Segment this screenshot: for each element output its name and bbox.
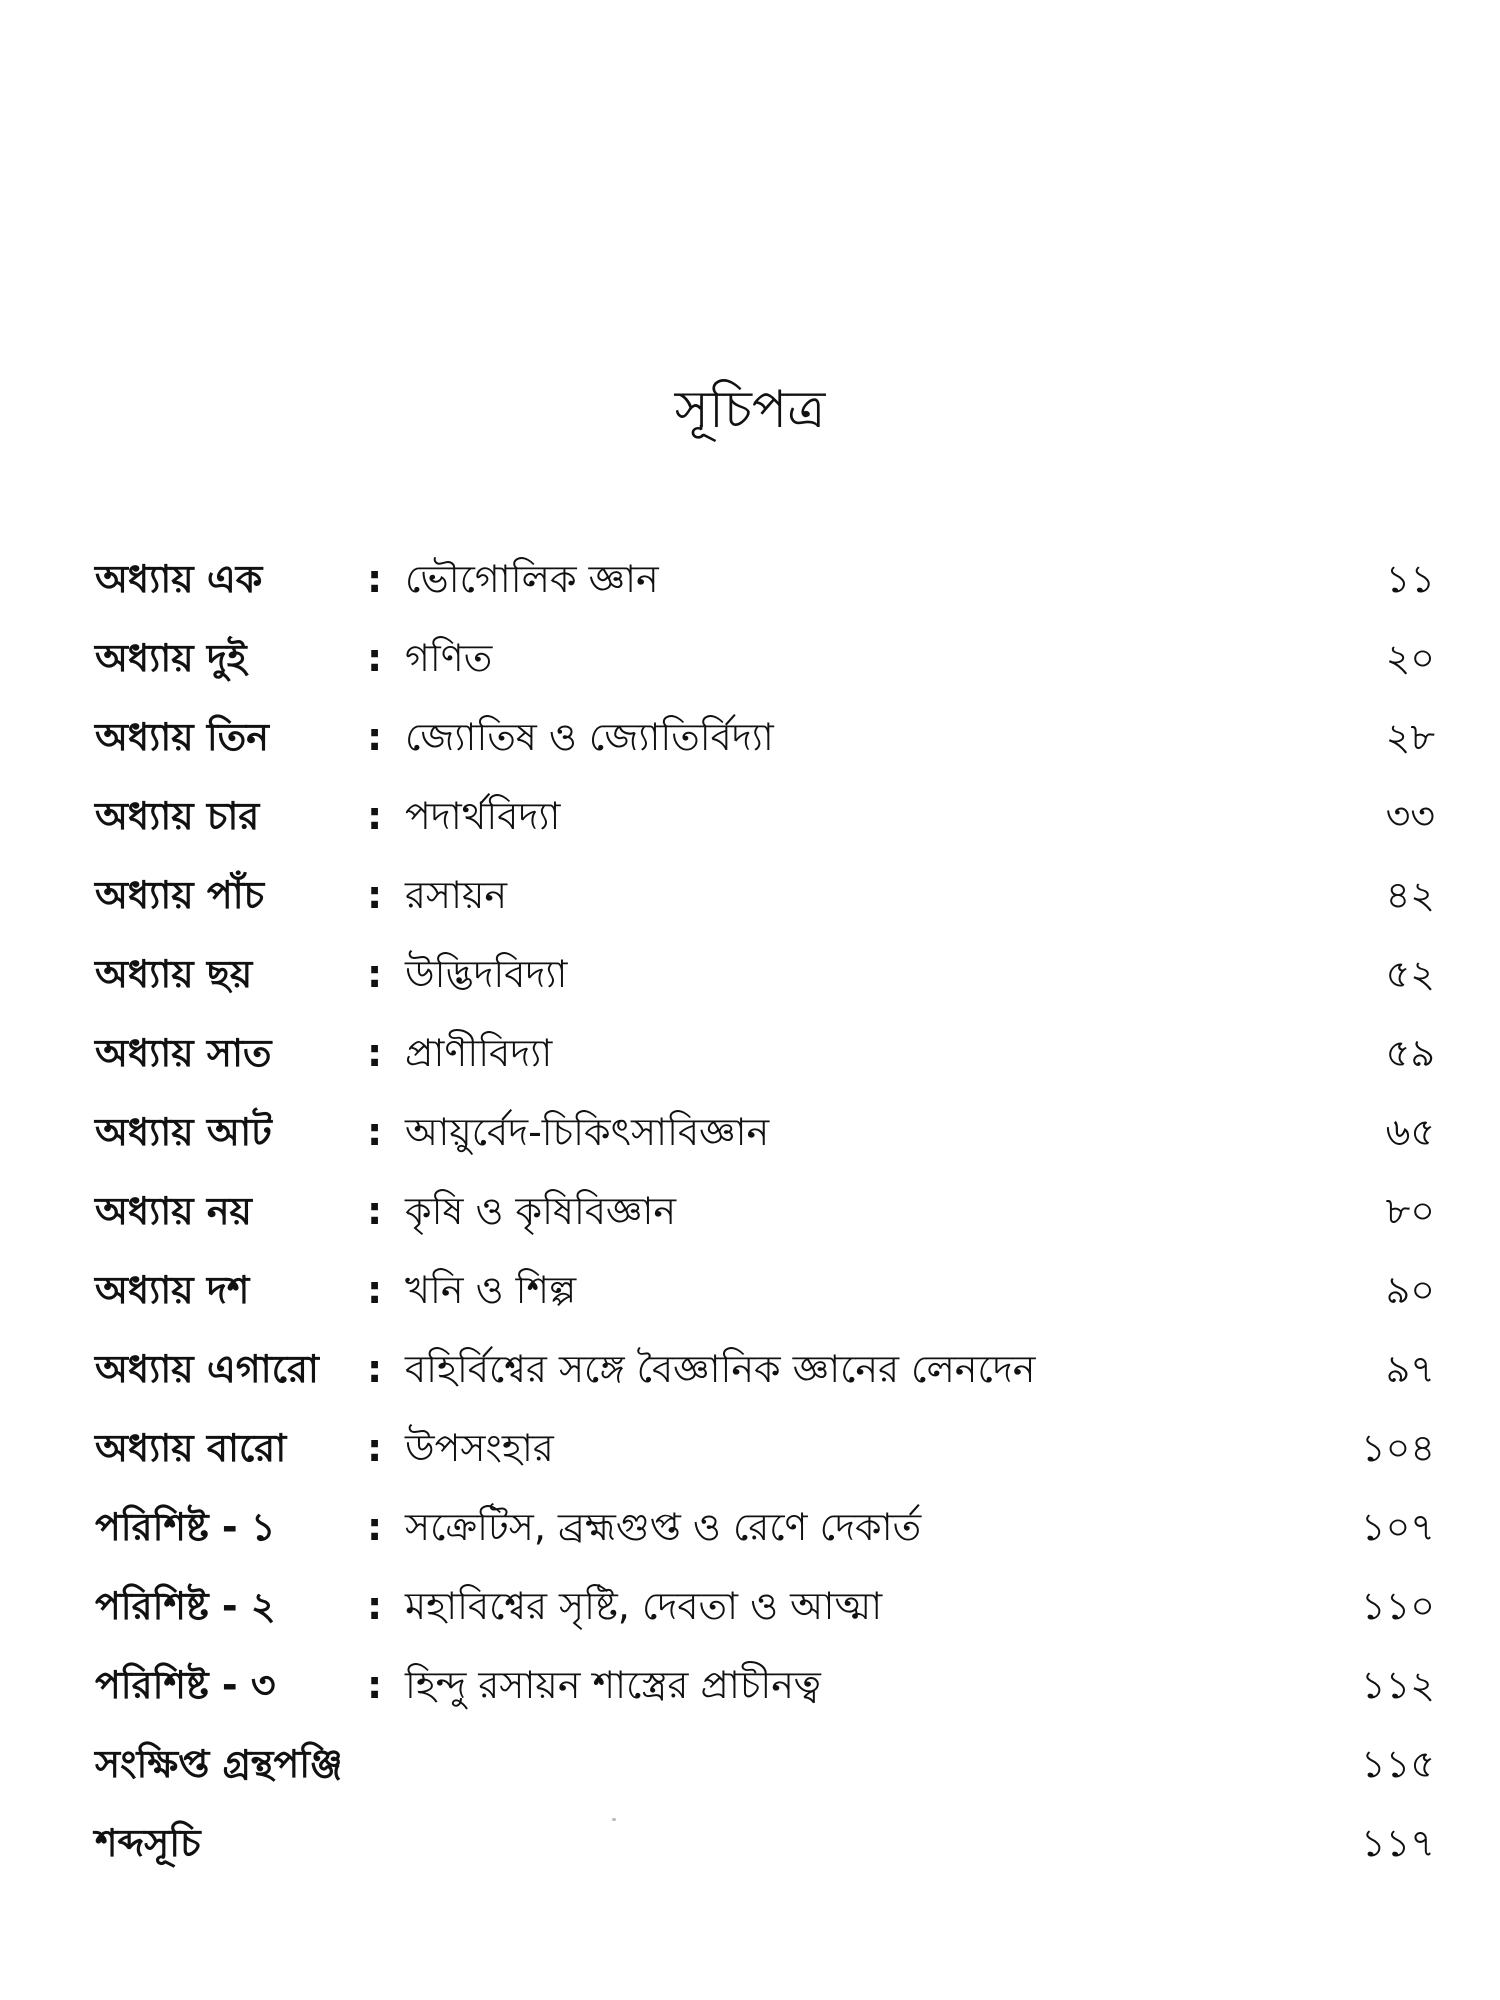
- toc-label: অধ্যায় ছয়: [95, 952, 253, 996]
- toc-colon: :: [367, 1584, 383, 1628]
- toc-page-number: ১১: [1385, 557, 1435, 601]
- toc-colon: :: [367, 1505, 383, 1549]
- toc-label: অধ্যায় আট: [95, 1110, 272, 1154]
- toc-label: অধ্যায় দশ: [95, 1268, 250, 1312]
- toc-page-number: ১০৪: [1360, 1426, 1435, 1470]
- toc-label: অধ্যায় বারো: [95, 1426, 287, 1470]
- page-title: সূচিপত্র: [674, 380, 826, 440]
- toc-row: [95, 1251, 1435, 1330]
- toc-page-number: ১০৭: [1360, 1505, 1435, 1549]
- toc-page-number: ৮০: [1385, 1189, 1435, 1233]
- toc-colon: :: [367, 715, 383, 759]
- toc-row: [95, 856, 1435, 935]
- toc-page-number: ১১২: [1360, 1663, 1435, 1707]
- toc-colon: :: [367, 1110, 383, 1154]
- toc-label: পরিশিষ্ট - ৩: [95, 1663, 276, 1707]
- toc-label: অধ্যায় এক: [95, 557, 263, 601]
- toc-title: জ্যোতিষ ও জ্যোতির্বিদ্যা: [405, 715, 774, 759]
- toc-title: হিন্দু রসায়ন শাস্ত্রের প্রাচীনত্ব: [405, 1663, 821, 1707]
- toc-title: সক্রেটিস, ব্রহ্মগুপ্ত ও রেণে দেকার্ত: [405, 1505, 922, 1549]
- toc-page-number: ২০: [1385, 636, 1435, 680]
- toc-row: [95, 935, 1435, 1014]
- toc-title: কৃষি ও কৃষিবিজ্ঞান: [405, 1189, 677, 1233]
- toc-colon: :: [367, 636, 383, 680]
- toc-colon: :: [367, 1347, 383, 1391]
- toc-title: আয়ুর্বেদ-চিকিৎসাবিজ্ঞান: [405, 1110, 770, 1154]
- toc-colon: :: [367, 1031, 383, 1075]
- toc-colon: :: [367, 1663, 383, 1707]
- toc-title: পদার্থবিদ্যা: [405, 794, 561, 838]
- toc-label: অধ্যায় দুই: [95, 636, 247, 680]
- toc-page-number: ১১৫: [1361, 1742, 1435, 1786]
- toc-colon: :: [367, 1426, 383, 1470]
- toc-label: পরিশিষ্ট - ১: [95, 1505, 276, 1549]
- toc-colon: :: [367, 557, 383, 601]
- toc-title: বহির্বিশ্বের সঙ্গে বৈজ্ঞানিক জ্ঞানের লেনদেন: [405, 1347, 1036, 1391]
- toc-page-number: ৪২: [1385, 873, 1435, 917]
- toc-page-number: ১১৭: [1360, 1821, 1435, 1865]
- toc-page-number: ৫২: [1385, 952, 1435, 996]
- toc-page-number: ২৮: [1385, 715, 1435, 759]
- table-of-contents: [95, 540, 1435, 1883]
- toc-row: [95, 1567, 1435, 1646]
- toc-label: পরিশিষ্ট - ২: [95, 1584, 276, 1628]
- toc-colon: :: [367, 952, 383, 996]
- toc-title: উপসংহার: [405, 1426, 554, 1470]
- toc-row: [95, 1804, 1435, 1883]
- toc-row: [95, 1014, 1435, 1093]
- toc-title: রসায়ন: [405, 873, 508, 917]
- toc-colon: :: [367, 873, 383, 917]
- toc-label: অধ্যায় নয়: [95, 1189, 252, 1233]
- toc-label: অধ্যায় এগারো: [95, 1347, 319, 1391]
- toc-label: অধ্যায় সাত: [95, 1031, 272, 1075]
- toc-row: [95, 1725, 1435, 1804]
- toc-row: [95, 540, 1435, 619]
- toc-title: প্রাণীবিদ্যা: [405, 1031, 553, 1075]
- toc-label: অধ্যায় তিন: [95, 715, 269, 759]
- toc-row: [95, 777, 1435, 856]
- toc-row: [95, 619, 1435, 698]
- toc-label: অধ্যায় পাঁচ: [95, 873, 265, 917]
- toc-row: [95, 1409, 1435, 1488]
- toc-title: খনি ও শিল্প: [405, 1268, 577, 1312]
- toc-title: উদ্ভিদবিদ্যা: [405, 952, 568, 996]
- toc-row: [95, 1330, 1435, 1409]
- toc-colon: :: [367, 1268, 383, 1312]
- toc-label: অধ্যায় চার: [95, 794, 260, 838]
- toc-page-number: ৬৫: [1385, 1110, 1435, 1154]
- toc-colon: :: [367, 1189, 383, 1233]
- toc-title: মহাবিশ্বের সৃষ্টি, দেবতা ও আত্মা: [405, 1584, 883, 1628]
- toc-page-number: ১১০: [1360, 1584, 1435, 1628]
- toc-label: সংক্ষিপ্ত গ্রন্থপঞ্জি: [95, 1742, 343, 1786]
- toc-row: [95, 1172, 1435, 1251]
- toc-colon: :: [367, 794, 383, 838]
- toc-label: শব্দসূচি: [95, 1821, 201, 1865]
- toc-row: [95, 1093, 1435, 1172]
- toc-page-number: ৩৩: [1385, 794, 1435, 838]
- toc-page-number: ৯৭: [1385, 1347, 1435, 1391]
- toc-row: [95, 1488, 1435, 1567]
- toc-title: গণিত: [405, 636, 493, 680]
- toc-title: ভৌগোলিক জ্ঞান: [405, 557, 659, 601]
- toc-page-number: ৯০: [1385, 1268, 1435, 1312]
- paper-speck: [612, 1818, 616, 1821]
- toc-row: [95, 1646, 1435, 1725]
- toc-page-number: ৫৯: [1385, 1031, 1435, 1075]
- toc-row: [95, 698, 1435, 777]
